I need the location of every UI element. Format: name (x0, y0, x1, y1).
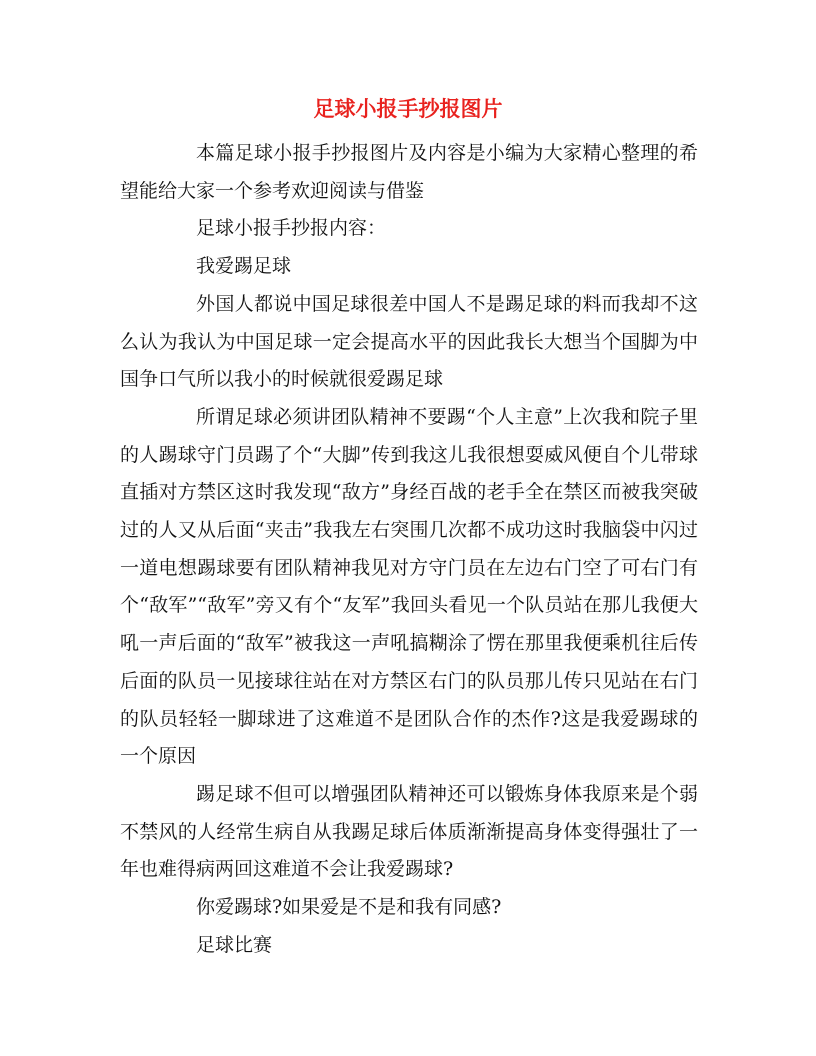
document-body (120, 135, 698, 964)
paragraph-content-heading: 足球小报手抄报内容： (196, 217, 387, 240)
paragraph-body: 所谓足球必须讲团队精神不要踢“个人主意”上次我和院子里的人踢球守门员踢了个“大脚”传到我这儿我很想耍威风便自个儿带球直插对方禁区这时我发现“敌方”身经百战的老手全在禁区而被我突破过的人又从后面“夹击”我我左右突围几次都不成功这时我脑袋中闪过一道电想踢球要有团队精神我见对方守门员在左边右门空了可右门有个“敌军”“敌军”旁又有个“友军”我回头看见一个队员站在那儿我便大吼一声后面的“敌军”被我这一声吼搞糊涂了愣在那里我便乘机往后传后面的队员一见接球往站在对方禁区右门的队员那儿传只见站在右门的队员轻轻一脚球进了这难道不是团队合作的杰作?这是我爱踢球的一个原因 (120, 405, 698, 768)
paragraph-body: 踢足球不但可以增强团队精神还可以锻炼身体我原来是个弱不禁风的人经常生病自从我踢足球后体质渐渐提高身体变得强壮了一年也难得病两回这难道不会让我爱踢球? (120, 782, 698, 881)
paragraph-body: 外国人都说中国足球很差中国人不是踢足球的料而我却不这么认为我认为中国足球一定会提高水平的因此我长大想当个国脚为中国争口气所以我小的时候就很爱踢足球 (120, 292, 698, 391)
paragraph-intro: 本篇足球小报手抄报图片及内容是小编为大家精心整理的希望能给大家一个参考欢迎阅读与借鉴 (120, 142, 698, 202)
page-title: 足球小报手抄报图片 (313, 96, 503, 121)
paragraph-question: 你爱踢球?如果爱是不是和我有同感? (196, 896, 502, 919)
paragraph-section-heading: 足球比赛 (196, 933, 273, 956)
paragraph-section-heading: 我爱踢足球 (196, 255, 292, 278)
